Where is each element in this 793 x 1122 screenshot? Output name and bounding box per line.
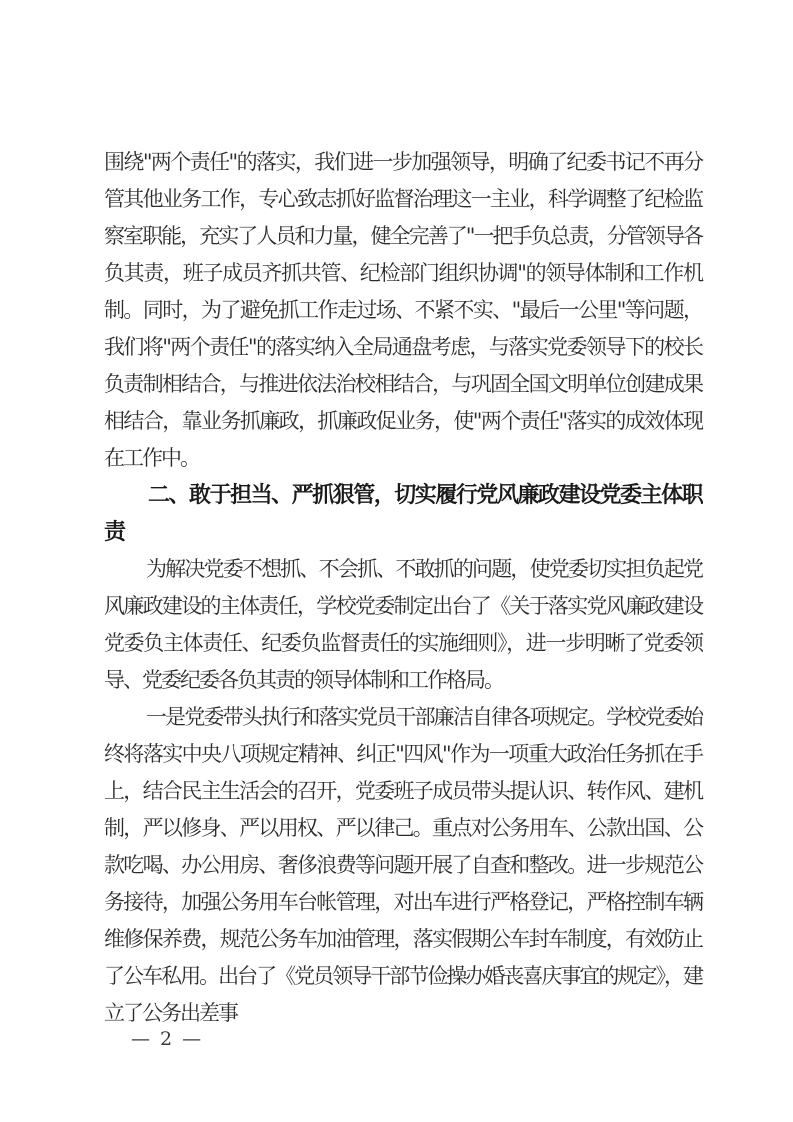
paragraph: 一是党委带头执行和落实党员干部廉洁自律各项规定。学校党委始终将落实中央八项规定精神、纠正"四风"作为一项重大政治任务抓在手上，结合民主生活会的召开，党委班子成员带头提认识、转作风、建机制，严以修身、严以用权、严以律己。重点对公务用车、公款出国、公款吃喝、办公用房、奢侈浪费等问题开展了自查和整改。进一步规范公务接待，加强公务用车台帐管理，对出车进行严格登记，严格控制车辆维修保养费，规范公务车加油管理，落实假期公车封车制度，有效防止了公车私用。出台了《党员领导干部节俭操办婚丧喜庆事宜的规定》，建立了公务出差事 bbox=[104, 705, 702, 1025]
paragraph: 为解决党委不想抓、不会抓、不敢抓的问题，使党委切实担负起党风廉政建设的主体责任，学校党委制定出台了《关于落实党风廉政建设党委负主体责任、纪委负监督责任的实施细则》，进一步明晰了党委领导、党委纪委各负其责的领导体制和工作格局。 bbox=[104, 557, 702, 692]
page-content bbox=[104, 144, 702, 1032]
section-heading: 二、敢于担当、严抓狠管，切实履行党风廉政建设党委主体职责 bbox=[104, 483, 702, 545]
page-number: — 2 — bbox=[131, 1028, 204, 1050]
paragraph-continuation: 围绕"两个责任"的落实，我们进一步加强领导，明确了纪委书记不再分管其他业务工作，专心致志抓好监督治理这一主业，科学调整了纪检监察室职能，充实了人员和力量，健全完善了"一把手负总责，分管领导各负其责，班子成员齐抓共管、纪检部门组织协调"的领导体制和工作机制。同时，为了避免抓工作走过场、不紧不实、"最后一公里"等问题，我们将"两个责任"的落实纳入全局通盘考虑，与落实党委领导下的校长负责制相结合，与推进依法治校相结合，与巩固全国文明单位创建成果相结合，靠业务抓廉政，抓廉政促业务，使"两个责任"落实的成效体现在工作中。 bbox=[104, 150, 702, 470]
